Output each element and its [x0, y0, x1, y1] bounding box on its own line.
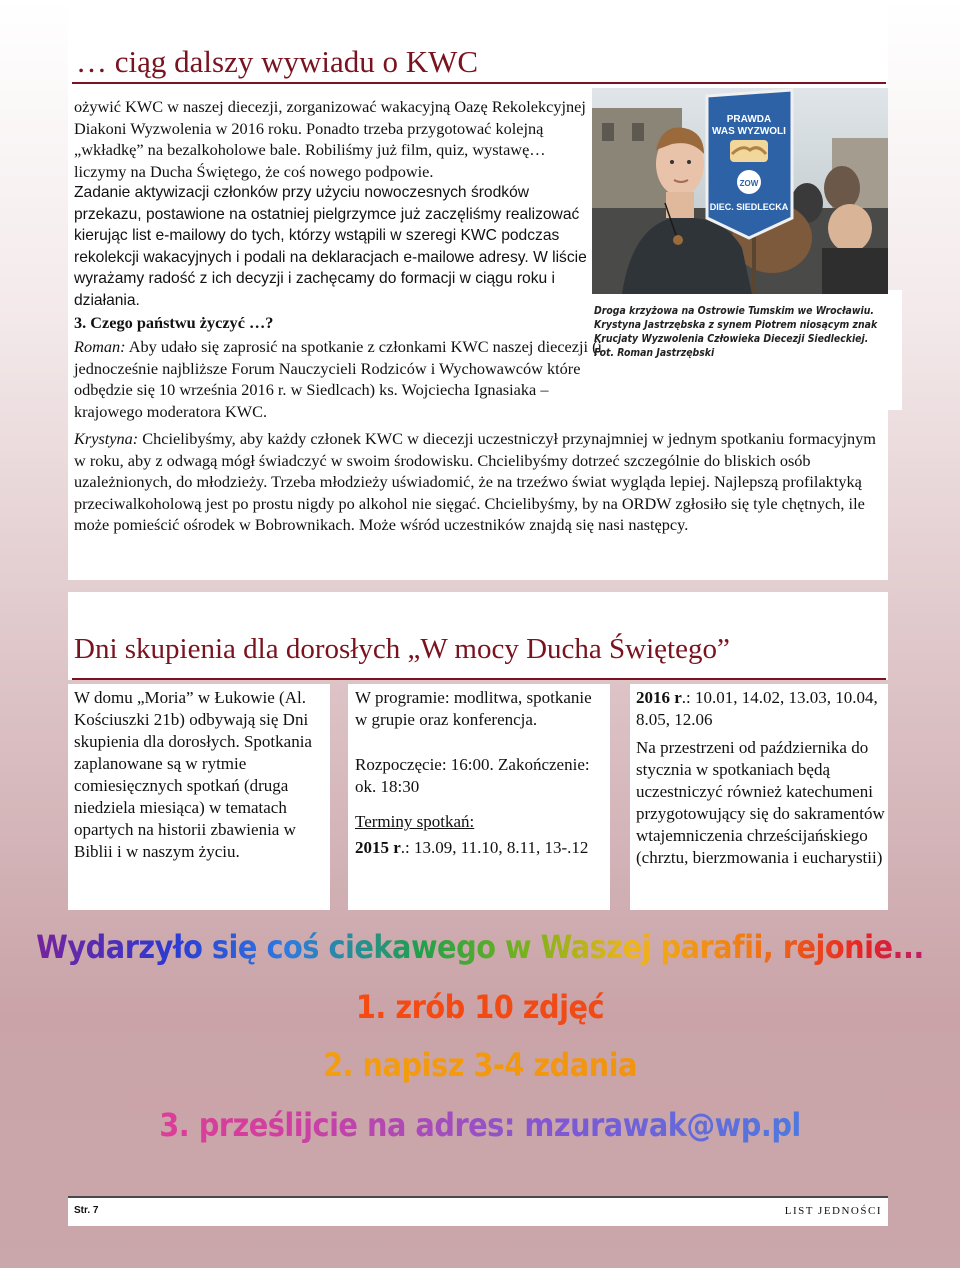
sign-text-1: PRAWDA: [726, 114, 772, 125]
sign-text-2: WAS WYZWOLI: [712, 126, 786, 137]
publication-name: LIST JEDNOŚCI: [784, 1205, 882, 1217]
retreat-dates-title: Terminy spotkań:: [355, 812, 475, 831]
year-2016-label: 2016 r: [636, 688, 682, 707]
speaker-roman: Roman:: [74, 337, 126, 356]
procession-photo: [592, 88, 888, 294]
year-2015-label: 2015 r: [355, 838, 401, 857]
retreat-heading: Dni skupienia dla dorosłych „W mocy Ducha Świętego”: [74, 633, 730, 665]
interview-question-3: 3. Czego państwu życzyć …?: [74, 313, 274, 332]
promo-step-3: 3. prześlijcie na adres: mzurawak@wp.pl: [0, 1106, 960, 1144]
retreat-catechumens: Na przestrzeni od października do stycznia w spotkaniach będą uczestniczyć również katechumeni przygotowujący się do sakramentów wtajemniczenia chrześcijańskiego (chrztu, bierzmowania i eucharystii): [636, 738, 885, 867]
dates-2015: .: 13.09, 11.10, 8.11, 13-.12: [400, 838, 589, 857]
retreat-intro: W domu „Moria” w Łukowie (Al. Kościuszki 21b) odbywają się Dni skupienia dla dorosłych. Spotkania zaplanowane są w rytmie comiesięcznych spotkań (druga niedziela miesiąca) w tematach opartych na historii zbawienia w Biblii i w naszym życiu.: [74, 688, 312, 861]
interview-heading: … ciąg dalszy wywiadu o KWC: [76, 44, 479, 79]
promo-headline: Wydarzyło się coś ciekawego w Waszej parafii, rejonie...: [0, 928, 960, 966]
retreat-dates-2016: [636, 687, 886, 731]
answer-krystyna-text: Chcielibyśmy, aby każdy członek KWC w diecezji uczestniczył przynajmniej w jednym spotkaniu formacyjnym w roku, aby z odwagą mógł świadczyć w swoim środowisku. Chcielibyśmy dotrzeć szczególnie do bliskich osób uzależnionych, do młodzieży. Trzeba młodzieży uświadomić, że na trzeźwo świat wygląda lepiej. Najlepszą profilaktyką przeciwalkoholową jest po prostu nigdy po alkohol nie sięgać. Chcielibyśmy, by na ORDW zgłosiło się tyle chętnych, ile może pomieścić ośrodek w Bobrownikach. Może wśród uczestników znajdą się nasi następcy.: [74, 429, 876, 534]
interview-answer-roman: [74, 336, 604, 422]
answer-roman-text: Aby udało się zaprosić na spotkanie z członkami KWC naszej diecezji (i jednocześnie najbliższe Forum Nauczycieli Rodziców i Wychowawców które odbędzie się 10 września 2016 r. w Siedlcach) ks. Wojciecha Ignasiaka – krajowego moderatora KWC.: [74, 337, 603, 421]
interview-paragraph-1: ożywić KWC w naszej diecezji, zorganizować wakacyjną Oazę Rekolekcyjnej Diakoni Wyzwolenia w 2016 roku. Ponadto trzeba przygotować kolejną „wkładkę” na bezalkoholowe bale. Robiliśmy już film, quiz, wystawę… liczymy na Ducha Świętego, że coś nowego podpowie.: [74, 97, 586, 181]
sign-text-3: ZOW: [739, 179, 759, 188]
heading-rule: [72, 82, 886, 84]
retreat-program: W programie: modlitwa, spotkanie w grupie oraz konferencja.: [355, 688, 592, 729]
dates-2016: .: 10.01, 14.02, 13.03, 10.04, 8.05, 12.06: [636, 688, 878, 729]
promo-step-2: 2. napisz 3-4 zdania: [0, 1046, 960, 1084]
retreat-dates-2015: [355, 837, 601, 859]
interview-paragraph-2: Zadanie aktywizacji członków przy użyciu nowoczesnych środków przekazu, postawione na ostatniej pielgrzymce już zaczęliśmy realizować kierując list e-mailowy do tych, którzy wstąpili w szeregi KWC podczas rekolekcji wakacyjnych i podali na deklaracjach e-mailowe adresy. W liście wyrażamy radość z ich decyzji i zachęcamy do formacji w ciągu roku i działania.: [74, 184, 587, 309]
interview-answer-krystyna: [74, 428, 880, 536]
sign-text-4: DIEC. SIEDLECKA: [709, 202, 789, 212]
promo-step-1: 1. zrób 10 zdjęć: [0, 988, 960, 1026]
retreat-heading-rule: [72, 678, 886, 680]
speaker-krystyna: Krystyna:: [74, 429, 139, 448]
retreat-hours: Rozpoczęcie: 16:00. Zakończenie: ok. 18:30: [355, 755, 590, 796]
page-number: Str. 7: [74, 1205, 99, 1216]
photo-caption: Droga krzyżowa na Ostrowie Tumskim we Wrocławiu. Krystyna Jastrzębska z synem Piotrem niosącym znak Krucjaty Wyzwolenia Człowieka Diecezji Siedleckiej. Fot. Roman Jastrzębski: [594, 305, 878, 359]
footer: [68, 1198, 888, 1226]
caption-margin: [888, 290, 902, 410]
